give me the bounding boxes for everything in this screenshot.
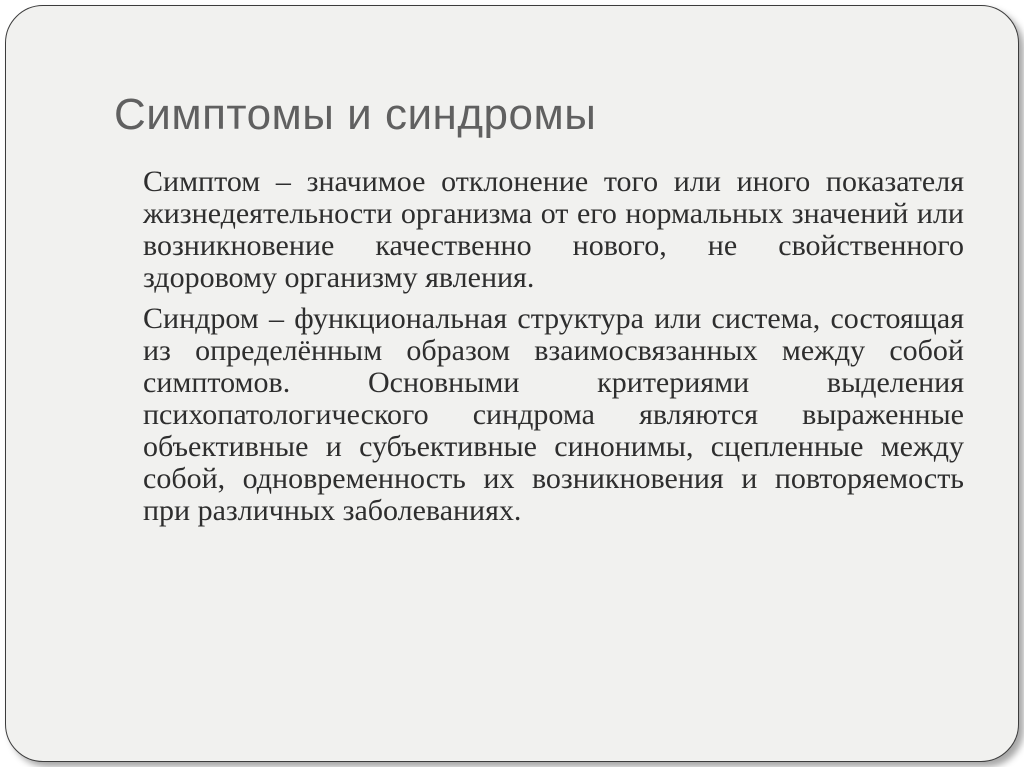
slide-body (143, 166, 964, 536)
paragraph-syndrome-definition: Синдром – функциональная структура или система, состоящая из определённым образом взаимосвязанных между собой симптомов. Основными критериями выделения психопатологического синдрома являются выраженные объективные и субъективные синонимы, сцепленные между собой, одновременность их возникновения и повторяемость при различных заболеваниях. (143, 302, 964, 527)
slide-title: Симптомы и синдромы (114, 90, 597, 139)
paragraph-symptom-definition: Симптом – значимое отклонение того или иного показателя жизнедеятельности организма от его нормальных значений или возникновение качественно нового, не свойственного здоровому организму явления. (143, 165, 964, 294)
slide (5, 5, 1019, 762)
